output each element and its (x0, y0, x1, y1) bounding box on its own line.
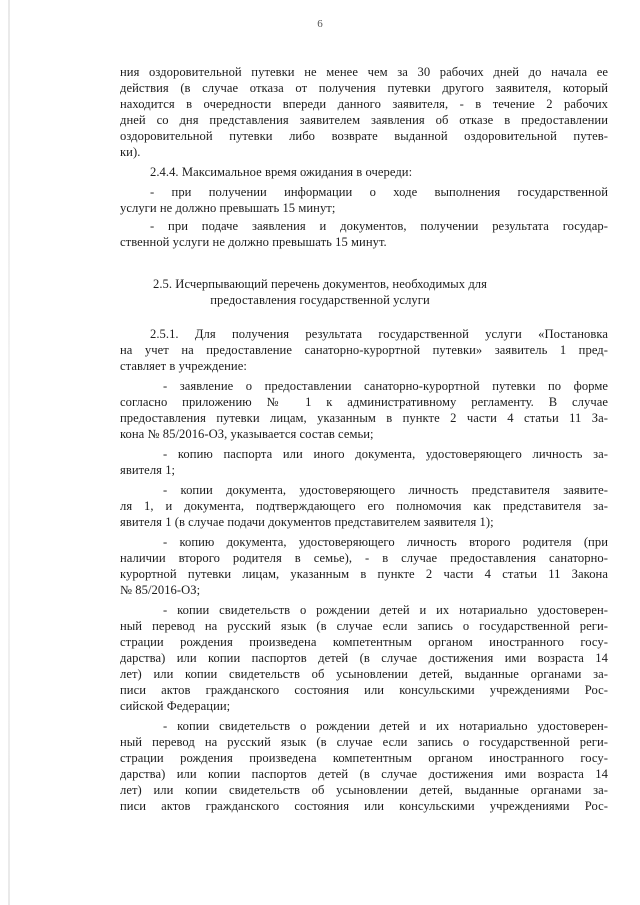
section-heading: предоставления государственной услуги (210, 293, 430, 307)
text-line: № 85/2016-ОЗ; (120, 583, 201, 597)
text-line: курортной путевки лицам, указанным в пункте 2 части 4 статьи 11 Закона (120, 567, 608, 581)
text-line: ный перевод на русский язык (в случае если запись о государственной реги- (120, 619, 608, 633)
text-line: - заявление о предоставлении санаторно-курортной путевки по форме (163, 379, 608, 393)
text-line: - копии свидетельств о рождении детей и их нотариально удостоверен- (163, 603, 608, 617)
text-line: явителя 1 (в случае подачи документов представителем заявителя 1); (120, 515, 494, 529)
text-line: ставляет в учреждение: (120, 359, 247, 373)
text-line: 2.4.4. Максимальное время ожидания в очереди: (150, 165, 413, 179)
text-line: услуги не должно превышать 15 минут; (120, 201, 336, 215)
text-line: - копию документа, удостоверяющего личность второго родителя (при (163, 535, 608, 549)
text-line: ный перевод на русский язык (в случае если запись о государственной реги- (120, 735, 608, 749)
text-line: - при подаче заявления и документов, получении результата государ- (150, 219, 608, 233)
text-line: действия (в случае отказа от получения путевки другого заявителя, который (120, 81, 608, 95)
text-line: страции рождения произведена компетентным органом иностранного госу- (120, 751, 608, 765)
text-line: находится в очередности впереди данного заявителя, - в течение 2 рабочих (120, 97, 608, 111)
text-line: страции рождения произведена компетентным органом иностранного госу- (120, 635, 608, 649)
text-line: дарства) или копии паспортов детей (в случае достижения ими возраста 14 (120, 651, 608, 665)
text-line: писи актов гражданского состояния или консульскими учреждениями Рос- (120, 683, 608, 697)
text-line: дней со дня представления заявителем заявления об отказе в предоставлении (120, 113, 608, 127)
text-line: предоставления путевки лицам, указанным в пункте 2 части 4 статьи 11 За- (120, 411, 608, 425)
text-line: согласно приложению № 1 к административному регламенту. В случае (120, 395, 608, 409)
text-line: писи актов гражданского состояния или консульскими учреждениями Рос- (120, 799, 608, 813)
scan-edge (8, 0, 10, 905)
text-line: оздоровительной путевки либо возврате выданной оздоровительной путев- (120, 129, 608, 143)
text-line: - копии свидетельств о рождении детей и их нотариально удостоверен- (163, 719, 608, 733)
text-line: лет) или копии свидетельств об усыновлении детей, выданные органами за- (120, 667, 608, 681)
text-line: ля 1, и документа, подтверждающего его полномочия как представителя за- (120, 499, 608, 513)
section-heading: 2.5. Исчерпывающий перечень документов, необходимых для (153, 277, 487, 291)
page-number: 6 (317, 18, 323, 30)
text-line: ния оздоровительной путевки не менее чем за 30 рабочих дней до начала ее (120, 65, 608, 79)
text-line: кона № 85/2016-ОЗ, указывается состав семьи; (120, 427, 374, 441)
text-line: 2.5.1. Для получения результата государственной услуги «Постановка (150, 327, 608, 341)
text-line: лет) или копии свидетельств об усыновлении детей, выданные органами за- (120, 783, 608, 797)
text-line: - копии документа, удостоверяющего личность представителя заявите- (163, 483, 608, 497)
text-line: ственной услуги не должно превышать 15 минут. (120, 235, 387, 249)
text-line: - копию паспорта или иного документа, удостоверяющего личность за- (163, 447, 608, 461)
text-line: - при получении информации о ходе выполнения государственной (150, 185, 608, 199)
text-line: наличии второго родителя в семье), - в случае предоставления санаторно- (120, 551, 608, 565)
text-line: на учет на предоставление санаторно-курортной путевки» заявитель 1 пред- (120, 343, 608, 357)
text-line: ки). (120, 145, 141, 159)
text-line: дарства) или копии паспортов детей (в случае достижения ими возраста 14 (120, 767, 608, 781)
text-line: сийской Федерации; (120, 699, 231, 713)
text-line: явителя 1; (120, 463, 176, 477)
